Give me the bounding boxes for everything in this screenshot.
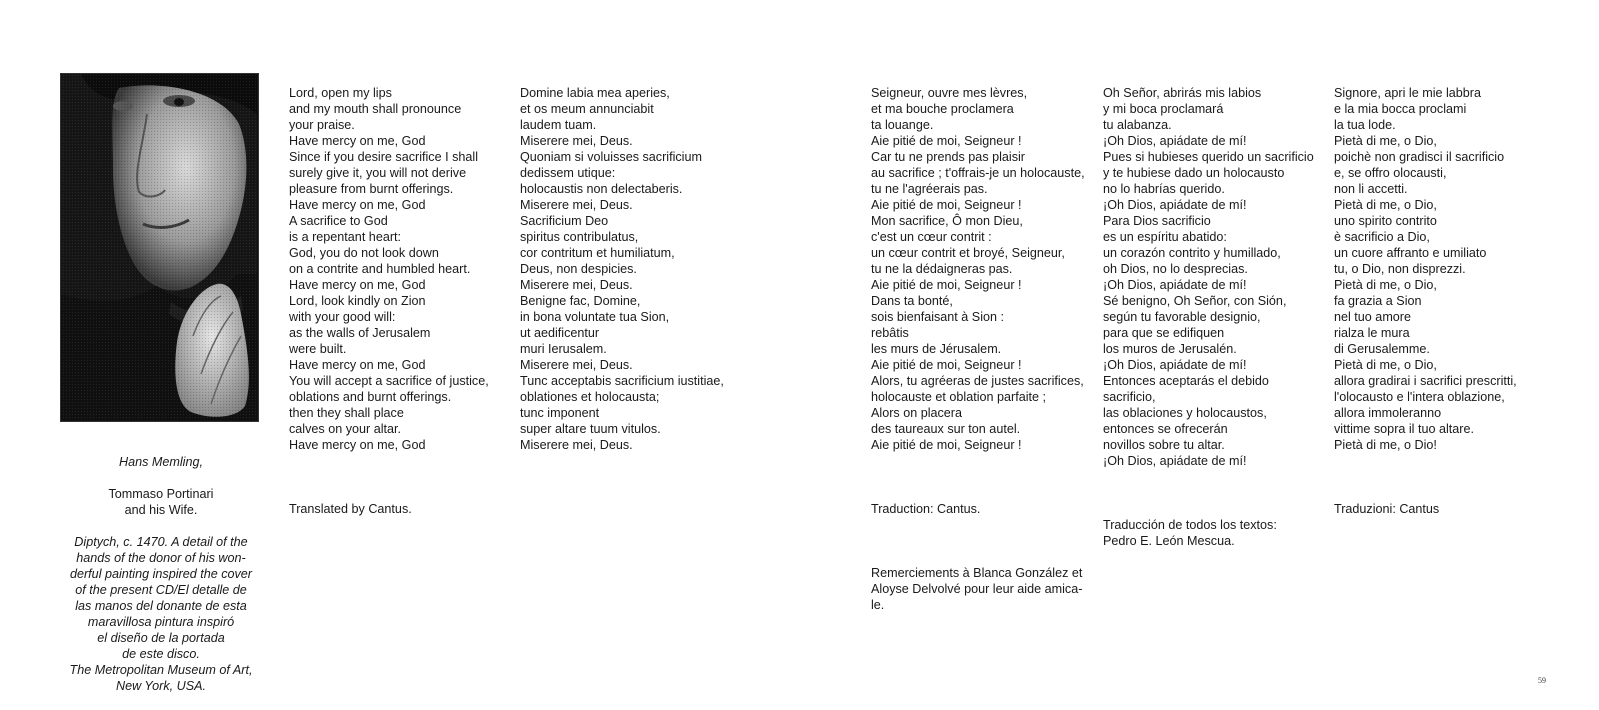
caption-artist: Hans Memling, xyxy=(119,455,203,469)
italian-translation-credit: Traduzioni: Cantus xyxy=(1334,502,1440,516)
italian-psalm-text: Signore, apri le mie labbra e la mia bocca proclami la tua lode. Pietà di me, o Dio, poichè non gradisci il sacrificio e, se offro olocausti, non li accetti. Pietà di me, o Dio, uno spirito contrito è sacrificio a Dio, un cuore affranto e umiliato tu, o Dio, non disprezzi. Pietà di me, o Dio, fa grazia a Sion nel tuo amore rialza le mura di Gerusalemme. Pietà di me, o Dio, allora gradirai i sacrifici prescritti, l'olocausto e l'intera oblazione, allora immoleranno vittime sopra il tuo altare. Pietà di me, o Dio! xyxy=(1334,86,1517,452)
page-number: 59 xyxy=(1538,676,1546,685)
french-psalm-text: Seigneur, ouvre mes lèvres, et ma bouche proclamera ta louange. Aie pitié de moi, Seigneur ! Car tu ne prends pas plaisir au sacrifice ; t'offrais-je un holocauste, tu ne l'agréerais pas. Aie pitié de moi, Seigneur ! Mon sacrifice, Ô mon Dieu, c'est un cœur contrit : un cœur contrit et broyé, Seigneur, tu ne la dédaigneras pas. Aie pitié de moi, Seigneur ! Dans ta bonté, sois bienfaisant à Sion : rebâtis les murs de Jérusalem. Aie pitié de moi, Seigneur ! Alors, tu agréeras de justes sacrifices, holocauste et oblation parfaite ; Alors on placera des taureaux sur ton autel. Aie pitié de moi, Seigneur ! xyxy=(871,86,1085,452)
spanish-text-column xyxy=(1103,69,1318,565)
french-text-column xyxy=(871,69,1086,629)
english-psalm-text: Lord, open my lips and my mouth shall pronounce your praise. Have mercy on me, God Since if you desire sacrifice I shall surely give it, you will not derive pleasure from burnt offerings. Have mercy on me, God A sacrifice to God is a repentant heart: God, you do not look down on a contrite and humbled heart. Have mercy on me, God Lord, look kindly on Zion with your good will: as the walls of Jerusalem were built. Have mercy on me, God You will accept a sacrifice of justice, oblations and burnt offerings. then they shall place calves on your altar. Have mercy on me, God xyxy=(289,86,489,452)
caption-description: Diptych, c. 1470. A detail of the hands of the donor of his won- derful painting inspired the cover of the present CD/El detalle de las manos del donante de esta maravillosa pintura inspiró el diseño de la portada de este disco. The Metropolitan Museum of Art, New York, USA. xyxy=(69,535,253,693)
spanish-translation-credit: Traducción de todos los textos: Pedro E. León Mescua. xyxy=(1103,518,1277,548)
english-text-column xyxy=(289,69,504,533)
italian-text-column xyxy=(1334,69,1549,533)
french-translation-credit: Traduction: Cantus. xyxy=(871,502,981,516)
photo-caption xyxy=(55,438,267,710)
caption-title: Tommaso Portinari and his Wife. xyxy=(108,487,214,517)
latin-text-column xyxy=(520,69,750,469)
portrait-photo xyxy=(60,73,259,422)
english-translation-credit: Translated by Cantus. xyxy=(289,502,412,516)
spanish-psalm-text: Oh Señor, abrirás mis labios y mi boca proclamará tu alabanza. ¡Oh Dios, apiádate de mí! Pues si hubieses querido un sacrificio y te hubiese dado un holocausto no lo habrías querido. ¡Oh Dios, apiádate de mí! Para Dios sacrificio es un espíritu abatido: un corazón contrito y humillado, oh Dios, no lo desprecias. ¡Oh Dios, apiádate de mí! Sé benigno, Oh Señor, con Sión, según tu favorable designio, para que se edifiquen los muros de Jerusalén. ¡Oh Dios, apiádate de mí! Entonces aceptarás el debido sacrificio, las oblaciones y holocaustos, entonces se ofrecerán novillos sobre tu altar. ¡Oh Dios, apiádate de mí! xyxy=(1103,86,1314,468)
french-acknowledgements: Remerciements à Blanca González et Aloyse Delvolvé pour leur aide amica- le. xyxy=(871,566,1083,612)
latin-psalm-text: Domine labia mea aperies, et os meum annunciabit laudem tuam. Miserere mei, Deus. Quoniam si voluisses sacrificium dedissem utique: holocaustis non delectaberis. Miserere mei, Deus. Sacrificium Deo spiritus contribulatus, cor contritum et humiliatum, Deus, non despicies. Miserere mei, Deus. Benigne fac, Domine, in bona voluntate tua Sion, ut aedificentur muri Ierusalem. Miserere mei, Deus. Tunc acceptabis sacrificium iustitiae, oblationes et holocausta; tunc imponent super altare tuum vitulos. Miserere mei, Deus. xyxy=(520,86,724,452)
